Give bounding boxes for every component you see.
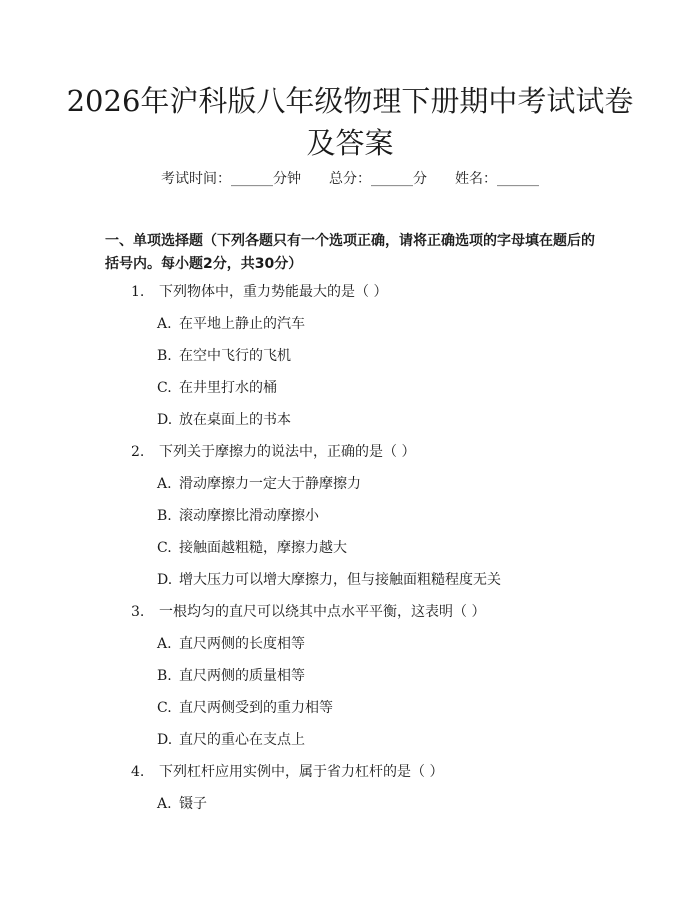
option-text: 在井里打水的桶 <box>179 380 277 396</box>
question-text: 下列杠杆应用实例中，属于省力杠杆的是（ ） <box>159 764 444 780</box>
option-text: 直尺两侧的长度相等 <box>179 636 305 652</box>
question-text: 下列关于摩擦力的说法中，正确的是（ ） <box>159 444 416 460</box>
exam-info-line <box>0 170 700 188</box>
option-letter: A. <box>157 476 172 492</box>
option-text: 直尺两侧的质量相等 <box>179 668 305 684</box>
total-score-field: 总分：______分 <box>329 171 427 187</box>
option-text: 直尺的重心在支点上 <box>179 732 305 748</box>
option-text: 增大压力可以增大摩擦力，但与接触面粗糙程度无关 <box>179 572 501 588</box>
option-letter: D. <box>157 732 173 748</box>
question-4 <box>131 763 443 781</box>
option-text: 直尺两侧受到的重力相等 <box>179 700 333 716</box>
option-letter: B. <box>157 348 172 364</box>
question-text: 下列物体中，重力势能最大的是（ ） <box>159 284 388 300</box>
option-letter: A. <box>157 316 172 332</box>
student-name-field: 姓名：______ <box>455 171 539 187</box>
option-text: 滑动摩擦力一定大于静摩擦力 <box>179 476 361 492</box>
option-letter: A. <box>157 796 172 812</box>
option-text: 放在桌面上的书本 <box>179 412 291 428</box>
question-text: 一根均匀的直尺可以绕其中点水平平衡，这表明（ ） <box>159 604 486 620</box>
question-1-option-d <box>157 411 291 429</box>
question-2-option-a <box>157 475 361 493</box>
question-3-option-b <box>157 667 305 685</box>
question-number: 1. <box>131 284 145 300</box>
question-1 <box>131 283 387 301</box>
question-1-option-a <box>157 315 305 333</box>
option-letter: C. <box>157 540 172 556</box>
question-2-option-b <box>157 507 319 525</box>
option-text: 在空中飞行的飞机 <box>179 348 291 364</box>
question-number: 2. <box>131 444 145 460</box>
question-2 <box>131 443 415 461</box>
option-letter: D. <box>157 412 173 428</box>
question-3-option-a <box>157 635 305 653</box>
option-letter: A. <box>157 636 172 652</box>
question-2-option-d <box>157 571 501 589</box>
option-text: 镊子 <box>179 796 207 812</box>
question-3-option-d <box>157 731 305 749</box>
option-text: 接触面越粗糙，摩擦力越大 <box>179 540 347 556</box>
section-heading: 一、单项选择题（下列各题只有一个选项正确，请将正确选项的字母填在题后的括号内。每小题2分，共30分） <box>105 233 595 272</box>
option-letter: B. <box>157 668 172 684</box>
exam-time-field: 考试时间：______分钟 <box>161 171 301 187</box>
question-2-option-c <box>157 539 347 557</box>
exam-title: 2026年沪科版八年级物理下册期中考试试卷及答案 <box>66 84 634 160</box>
option-text: 滚动摩擦比滑动摩擦小 <box>179 508 319 524</box>
question-number: 3. <box>131 604 145 620</box>
option-text: 在平地上静止的汽车 <box>179 316 305 332</box>
question-number: 4. <box>131 764 145 780</box>
option-letter: B. <box>157 508 172 524</box>
option-letter: D. <box>157 572 173 588</box>
question-4-option-a <box>157 795 207 813</box>
question-1-option-c <box>157 379 277 397</box>
option-letter: C. <box>157 700 172 716</box>
option-letter: C. <box>157 380 172 396</box>
question-3-option-c <box>157 699 333 717</box>
question-3 <box>131 603 485 621</box>
question-1-option-b <box>157 347 291 365</box>
